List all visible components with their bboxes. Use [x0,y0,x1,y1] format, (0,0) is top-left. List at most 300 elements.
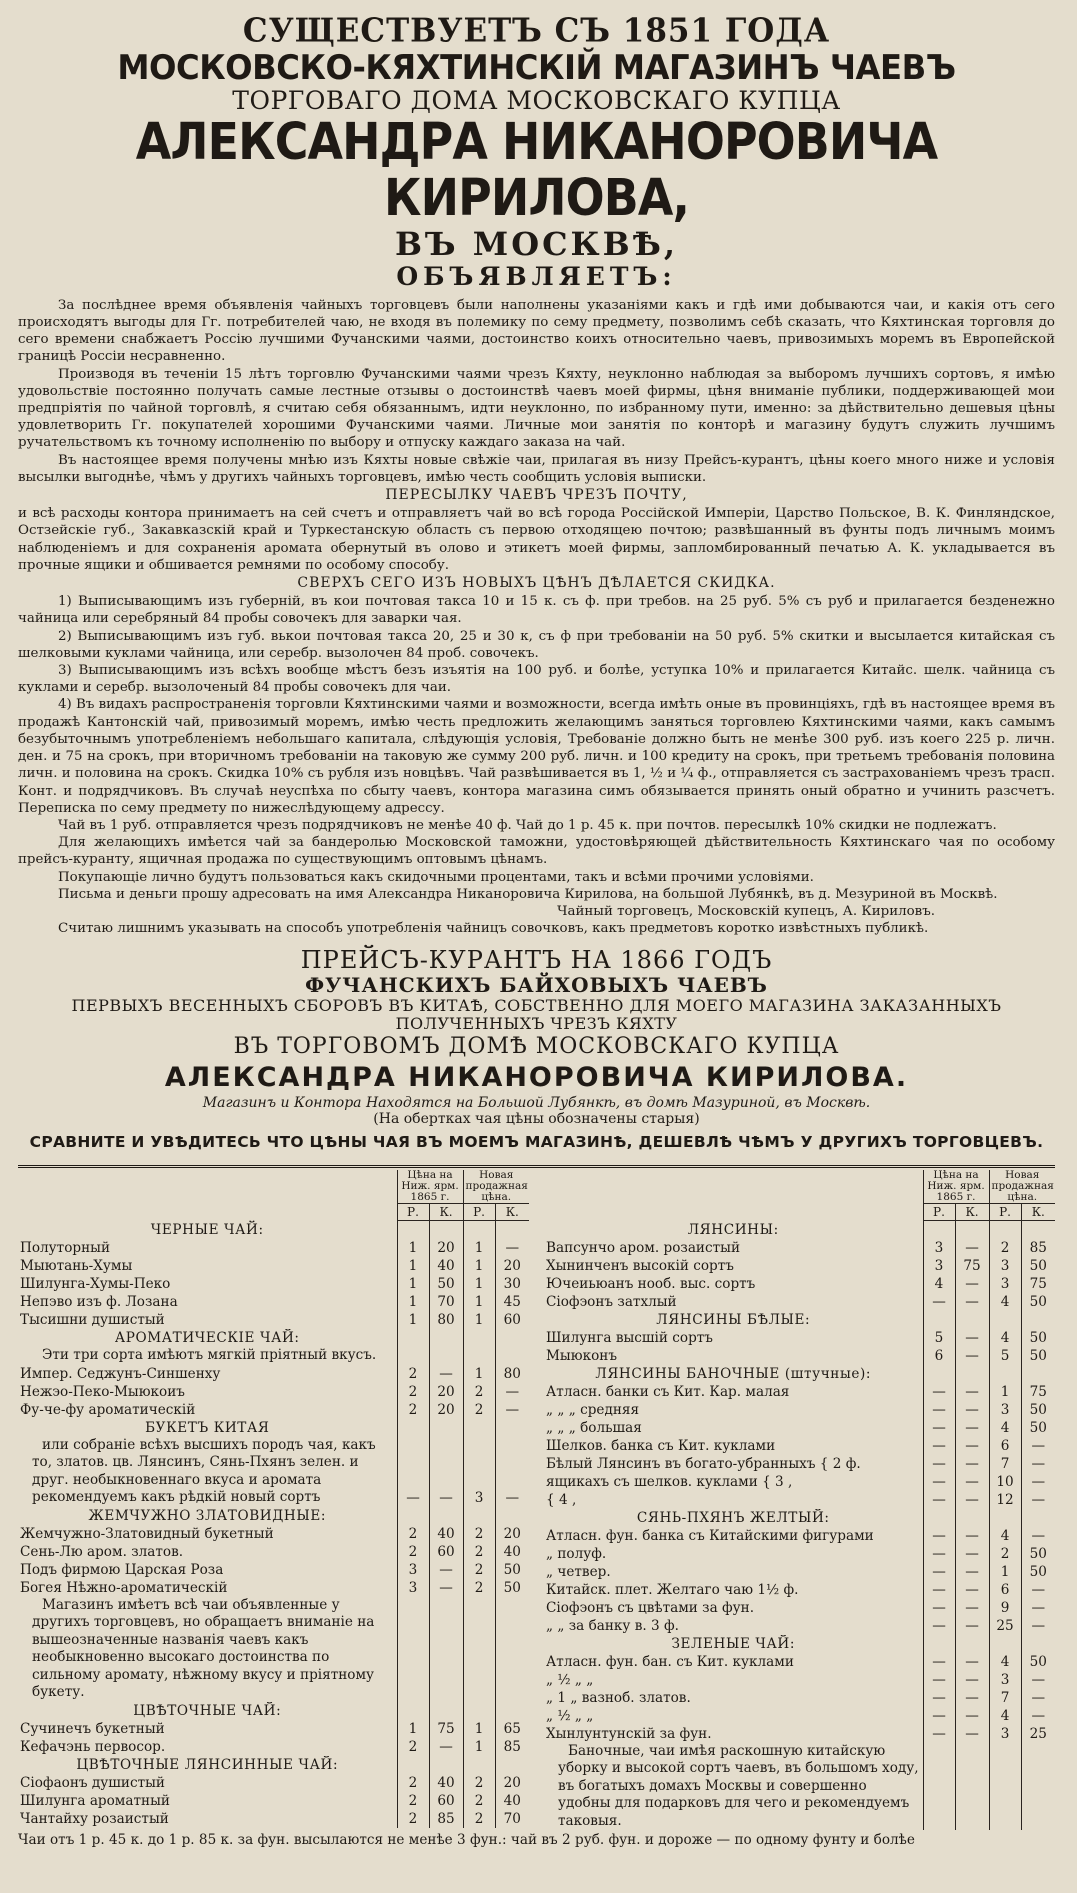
description-text: или собраніе всѣхъ высшихъ породъ чая, какъ то, златов. цв. Лянсинъ, Сянь-Пхянъ зелен. и друг. необыкновеннаго вкуса и аромата рекомендуемъ какъ рѣдкій новый сортъ [32,1436,376,1506]
new-rub-cell: 25 [989,1617,1021,1635]
old-rub-cell [397,1702,429,1720]
tea-name: Хынинченъ высокій сортъ [546,1257,734,1274]
announcement-subheading: ПЕРЕСЫЛКУ ЧАЕВЪ ЧРЕЗЪ ПОЧТУ, [385,487,688,504]
old-rub-cell: — [923,1293,955,1311]
tea-name: Полуторный [20,1239,111,1256]
old-kop-cell: — [955,1473,989,1491]
price-row [18,1792,529,1810]
price-row [544,1527,1055,1545]
old-rub-cell: 4 [923,1275,955,1293]
pricelist-note: (На обертках чая цѣны обозначены старыя) [373,1110,700,1127]
price-row [18,1543,529,1561]
section-row [18,1756,529,1774]
price-table-right [544,1170,1055,1831]
new-rub-cell: 2 [989,1545,1021,1563]
old-kop-cell [429,1419,463,1437]
tea-name: Вапсунчо аром. розаистый [546,1239,741,1256]
old-kop-cell: 40 [429,1257,463,1275]
new-kop-cell: — [495,1383,529,1401]
old-rub-cell: — [397,1437,429,1507]
old-kop-cell: 85 [429,1810,463,1828]
new-kop-cell: 80 [495,1365,529,1383]
new-rub-cell: 4 [989,1329,1021,1347]
old-rub-cell: — [923,1617,955,1635]
old-rub-cell: 2 [397,1792,429,1810]
tea-name: Атласн. банки съ Кит. Кар. малая [546,1383,790,1400]
price-row [18,1525,529,1543]
new-kop-cell: 20 [495,1525,529,1543]
old-kop-cell [955,1365,989,1383]
new-rub-cell [989,1743,1021,1831]
new-kop-cell: 50 [1021,1257,1055,1275]
tea-name: „ четвер. [546,1563,611,1580]
new-kop-cell [1021,1365,1055,1383]
new-rub-cell: 1 [463,1311,495,1329]
old-kop-cell: 20 [429,1239,463,1257]
announcement-paragraph: 4) Въ видахъ распространенія торговли Кяхтинскими чаями и возможности, всегда имѣть оные въ провинціяхъ, гдѣ въ настоящее время въ продажѣ Кантонскій чай, привозимый моремъ, имѣю честь предложить желающимъ заняться торговлею Кяхтинскими чаями, какъ самымъ безубыточнымъ употребленіемъ небольшаго капитала, слѣдующія условія, Требованіе должно быть не менѣе 300 руб. изъ коего 225 р. личн. ден. и 75 на срокъ, при вторичномъ требованіи на таковую же сумму 200 руб. личн. и 100 кредиту на срокъ, при третьемъ требованія половина личн. и половина на срокъ. Скидка 10% съ рубля изъ новцѣвъ. Чай развѣшивается въ 1, ½ и ¼ ф., отправляется съ застрахованіемъ чрезъ трасп. Конт. и подрядчиковъ. Въ случаѣ неуспѣха по сбыту чаевъ, контора магазина симъ обязывается принять оный обратно и учинить разсчетъ. Переписка по сему предмету по нижеслѣдующему адрессу. [18,697,1055,816]
new-kop-cell: 30 [495,1275,529,1293]
tea-name: Бѣлый Лянсинъ въ богато-убранныхъ { 2 ф. [546,1455,861,1472]
description-row [18,1437,529,1507]
old-kop-cell: — [429,1579,463,1597]
old-rub-cell [397,1419,429,1437]
old-kop-cell: — [955,1725,989,1743]
new-rub-cell [989,1509,1021,1527]
new-kop-cell: 50 [1021,1347,1055,1365]
tea-name: „ „ „ средняя [546,1401,640,1418]
old-rub-cell: 1 [397,1720,429,1738]
price-row [544,1725,1055,1743]
footer-note: Чаи отъ 1 р. 45 к. до 1 р. 85 к. за фун. высылаются не менѣе 3 фун.: чай въ 2 руб. фун. и дороже — по одному фунту и болѣе [18,1832,915,1849]
announcement-paragraph: Для желающихъ имѣется чай за бандеролью Московской таможни, удостовѣряющей дѣйствительность Кяхтинскаго чая по особому прейсъ-куранту, ящичная продажа по существующимъ оптовымъ цѣнамъ. [18,835,1055,868]
new-price-header: Новая продажная цѣна. [989,1170,1055,1204]
new-kop-cell [495,1220,529,1239]
old-rub-cell [397,1220,429,1239]
price-row [18,1383,529,1401]
old-kop-cell: — [955,1545,989,1563]
new-rub-cell: 3 [463,1437,495,1507]
new-rub-cell: 7 [989,1455,1021,1473]
price-row [544,1347,1055,1365]
old-kop-cell: 75 [955,1257,989,1275]
new-kop-cell: — [1021,1455,1055,1473]
old-rub-cell: 2 [397,1774,429,1792]
tea-name: { 4 , [546,1491,577,1508]
new-rub-cell: 2 [463,1525,495,1543]
tea-name: Тысишни душистый [20,1311,165,1328]
new-kop-cell [1021,1311,1055,1329]
old-kop-cell: 80 [429,1311,463,1329]
new-rub-cell: 5 [989,1347,1021,1365]
old-kop-cell: — [955,1383,989,1401]
old-rub-cell [923,1635,955,1653]
pricelist-address: Магазинъ и Контора Находятся на Большой Лубянкѣ, въ домѣ Мазуриной, въ Москвѣ. [202,1095,871,1112]
new-rub-cell: 2 [463,1774,495,1792]
pricelist-subtitle: ФУЧАНСКИХЪ БАЙХОВЫХЪ ЧАЕВЪ [305,973,768,998]
new-rub-cell: 1 [463,1738,495,1756]
new-kop-cell [495,1507,529,1525]
new-rub-cell: 1 [989,1563,1021,1581]
advertisement-header [18,14,1055,291]
new-rub-cell: 7 [989,1689,1021,1707]
new-kop-cell: 75 [1021,1275,1055,1293]
new-rub-cell [463,1597,495,1702]
new-rub-cell [463,1419,495,1437]
old-rub-cell: 2 [397,1383,429,1401]
section-row [544,1365,1055,1383]
price-row [544,1455,1055,1473]
new-rub-cell: 4 [989,1527,1021,1545]
old-rub-cell: — [923,1527,955,1545]
old-rub-cell: 1 [397,1293,429,1311]
new-kop-cell: — [1021,1437,1055,1455]
price-row [18,1257,529,1275]
new-rub-cell: 2 [463,1401,495,1419]
new-kop-cell [495,1347,529,1365]
tea-name: Мыюконъ [546,1347,617,1364]
new-kop-cell: 20 [495,1774,529,1792]
old-kop-cell: — [955,1419,989,1437]
announcement-paragraph: За послѣднее время объявленія чайныхъ торговцевъ были наполнены указаніями какъ и гдѣ ими добываются чаи, и какія отъ сего происходятъ выгоды для Гг. потребителей чаю, не входя въ полемику по сему предмету, позволимъ себѣ сказать, что Кяхтинская торговля до сего времени снабжаетъ Россію лучшими Фучанскими чаями, достоинство коихъ относительно чаевъ, привозимыхъ моремъ въ Европейской границѣ Россіи несравненно. [18,297,1055,365]
new-rub-cell: 4 [989,1419,1021,1437]
rub-label: Р. [989,1203,1021,1220]
section-row [18,1702,529,1720]
old-kop-cell: — [955,1563,989,1581]
new-rub-cell: 3 [989,1725,1021,1743]
rub-label: Р. [397,1203,429,1220]
old-kop-cell: — [429,1437,463,1507]
new-kop-cell: — [1021,1599,1055,1617]
signature-line: Чайный торговецъ, Московскій купецъ, А. Кириловъ. [557,903,935,919]
section-row [18,1329,529,1347]
new-kop-cell [495,1756,529,1774]
tea-name: „ „ „ большая [546,1419,642,1436]
since-1851-line: СУЩЕСТВУЕТЪ СЪ 1851 ГОДА [242,12,831,50]
old-kop-cell: 75 [429,1720,463,1738]
announcement-paragraph: 2) Выписывающимъ изъ губ. вькои почтовая такса 20, 25 и 30 к, съ ф при требованіи на 50 руб. 5% скитки и высылается китайская съ шелковыми куклами чайница, или серебр. вызолочен 84 проб. совочекъ. [18,628,1055,661]
price-columns [18,1170,1055,1831]
old-kop-cell: — [955,1239,989,1257]
new-rub-cell [463,1507,495,1525]
new-rub-cell: 1 [463,1257,495,1275]
description-row [544,1743,1055,1831]
pricelist-header [18,947,1055,1151]
old-kop-cell: — [955,1689,989,1707]
pricelist-line-4: ПОЛУЧЕННЫХЪ ЧРЕЗЪ КЯХТУ [395,1013,678,1033]
pricelist-compare: СРАВНИТЕ И УВѢДИТЕСЬ ЧТО ЦѢНЫ ЧАЯ ВЪ МОЕМЪ МАГАЗИНѢ, ДЕШЕВЛѢ ЧѢМЪ У ДРУГИХЪ ТОРГОВЦЕВЪ. [29,1132,1044,1151]
section-title: ЧЕРНЫЕ ЧАЙ: [150,1221,264,1238]
new-rub-cell: 12 [989,1491,1021,1509]
tea-name: Богея Нѣжно-ароматическій [20,1579,228,1596]
old-kop-cell [429,1597,463,1702]
old-kop-cell: — [429,1561,463,1579]
tea-name: „ 1 „ вазноб. златов. [546,1689,691,1706]
old-rub-cell [397,1756,429,1774]
old-rub-cell: 3 [923,1239,955,1257]
new-kop-cell [1021,1509,1055,1527]
new-kop-cell: — [495,1239,529,1257]
section-row [18,1220,529,1239]
new-kop-cell: — [1021,1689,1055,1707]
old-kop-cell: 70 [429,1293,463,1311]
new-rub-cell: 1 [463,1720,495,1738]
new-kop-cell [1021,1635,1055,1653]
new-rub-cell: 2 [989,1239,1021,1257]
tea-name: Китайск. плет. Желтаго чаю 1½ ф. [546,1581,799,1598]
rub-label: Р. [923,1203,955,1220]
new-rub-cell: 1 [463,1239,495,1257]
new-rub-cell: 1 [463,1275,495,1293]
price-row [18,1738,529,1756]
new-kop-cell: — [1021,1707,1055,1725]
price-row [18,1275,529,1293]
new-kop-cell: 50 [1021,1419,1055,1437]
old-rub-cell: — [923,1581,955,1599]
old-rub-cell: — [923,1545,955,1563]
old-kop-cell: 40 [429,1774,463,1792]
new-kop-cell: — [1021,1617,1055,1635]
tea-name: „ полуф. [546,1545,607,1562]
old-kop-cell: 60 [429,1792,463,1810]
new-kop-cell: 50 [1021,1401,1055,1419]
old-kop-cell: 50 [429,1275,463,1293]
price-row [18,1720,529,1738]
old-kop-cell [955,1743,989,1831]
new-rub-cell: 10 [989,1473,1021,1491]
new-rub-cell: 1 [463,1365,495,1383]
tea-name: Сіофаонъ душистый [20,1774,165,1791]
old-rub-cell: — [923,1473,955,1491]
old-price-header: Цѣна на Ниж. ярм. 1865 г. [923,1170,989,1204]
rub-label: Р. [463,1203,495,1220]
old-kop-cell: — [955,1455,989,1473]
tea-name: Фу-че-фу ароматическій [20,1401,196,1418]
new-rub-cell [463,1347,495,1365]
old-rub-cell [923,1365,955,1383]
price-row [544,1599,1055,1617]
old-kop-cell: 60 [429,1543,463,1561]
tea-name: Непэво изъ ф. Лозана [20,1293,178,1310]
new-rub-cell [989,1311,1021,1329]
price-table-left [18,1170,529,1828]
new-kop-cell [495,1597,529,1702]
new-rub-cell [463,1702,495,1720]
new-rub-cell [989,1365,1021,1383]
tea-name: Атласн. фун. бан. съ Кит. куклами [546,1653,794,1670]
price-row [544,1383,1055,1401]
new-kop-cell [495,1419,529,1437]
tea-name: Сіофэонъ затхлый [546,1293,677,1310]
announcement-subheading: СВЕРХЪ СЕГО ИЗЪ НОВЫХЪ ЦѢНЪ ДѢЛАЕТСЯ СКИДКА. [297,575,776,592]
price-row [18,1311,529,1329]
old-kop-cell [955,1509,989,1527]
tea-name: Шилунга-Хумы-Пеко [20,1275,171,1292]
new-rub-cell: 4 [989,1653,1021,1671]
old-kop-cell [429,1220,463,1239]
old-rub-cell: 5 [923,1329,955,1347]
new-rub-cell: 3 [989,1257,1021,1275]
old-rub-cell: — [923,1383,955,1401]
new-kop-cell: 65 [495,1720,529,1738]
new-kop-cell: — [1021,1581,1055,1599]
old-rub-cell: 2 [397,1365,429,1383]
announcement-paragraph: 1) Выписывающимъ изъ губерній, въ кои почтовая такса 10 и 15 к. съ ф. при требов. на 25 руб. 5% съ руб и прилагается безденежно чайница или серебряный 84 пробы совочекъ для заварки чая. [18,594,1055,627]
old-kop-cell: — [955,1437,989,1455]
pricelist-merchant: АЛЕКСАНДРА НИКАНОРОВИЧА КИРИЛОВА. [164,1062,909,1094]
new-kop-cell: — [495,1401,529,1419]
old-rub-cell: 2 [397,1543,429,1561]
old-kop-cell: 20 [429,1401,463,1419]
section-title: ЦВѢТОЧНЫЕ ЧАЙ: [133,1702,282,1719]
old-rub-cell: — [923,1707,955,1725]
announcement-paragraph: Считаю лишнимъ указывать на способъ употребленія чайницъ совочковъ, какъ предметовъ коротко извѣстныхъ публикѣ. [58,921,929,937]
old-rub-cell: — [923,1563,955,1581]
section-title: СЯНЬ-ПХЯНЪ ЖЕЛТЫЙ: [636,1509,830,1526]
pricelist-line-3: ПЕРВЫХЪ ВЕСЕННЫХЪ СБОРОВЪ ВЪ КИТАѢ, СОБСТВЕННО ДЛЯ МОЕГО МАГАЗИНА ЗАКАЗАННЫХЪ [71,995,1002,1015]
new-kop-cell: 40 [495,1543,529,1561]
trading-house-line: ТОРГОВАГО ДОМА МОСКОВСКАГО КУПЦА [232,85,841,115]
new-kop-cell: 85 [1021,1239,1055,1257]
new-rub-cell: 1 [463,1293,495,1311]
section-row [544,1635,1055,1653]
old-kop-cell: 40 [429,1525,463,1543]
new-rub-cell: 2 [463,1792,495,1810]
new-rub-cell: 6 [989,1437,1021,1455]
price-row [544,1275,1055,1293]
price-row [544,1689,1055,1707]
tea-name: „ „ за банку в. 3 ф. [546,1617,679,1634]
old-kop-cell [429,1702,463,1720]
old-rub-cell [923,1743,955,1831]
new-kop-cell: 60 [495,1311,529,1329]
old-kop-cell: — [429,1365,463,1383]
old-rub-cell: 2 [397,1810,429,1828]
tea-name: Ючеиьюанъ нооб. выс. сортъ [546,1275,756,1292]
new-kop-cell: — [1021,1473,1055,1491]
section-row [18,1419,529,1437]
old-rub-cell: 2 [397,1401,429,1419]
merchant-name: АЛЕКСАНДРА НИКАНОРОВИЧА КИРИЛОВА, [135,112,938,228]
new-kop-cell: 25 [1021,1725,1055,1743]
description-text: Магазинъ имѣетъ всѣ чаи объявленные у другихъ торговцевъ, но обращаетъ вниманіе на вышеозначенные названія чаевъ какъ необыкновенно высокаго достоинства по сильному аромату, нѣжному вкусу и пріятному букету. [32,1596,375,1701]
new-price-header: Новая продажная цѣна. [463,1170,529,1204]
old-rub-cell: — [923,1671,955,1689]
announces-line: ОБЪЯВЛЯЕТЪ: [396,261,677,291]
price-row [18,1810,529,1828]
old-rub-cell: 6 [923,1347,955,1365]
new-rub-cell: 2 [463,1543,495,1561]
announcement-paragraph: Въ настоящее время получены мнѣю изъ Кяхты новые свѣжіе чаи, прилагая въ низу Прейсъ-курантъ, цѣны коего много ниже и условія высылки выгоднѣе, чѣмъ у другихъ чайныхъ торговцевъ, имѣю честь сообщить условія выписки. [18,452,1055,485]
new-rub-cell: 2 [463,1383,495,1401]
old-rub-cell: 1 [397,1257,429,1275]
description-row [18,1347,529,1365]
price-row [544,1563,1055,1581]
tea-name: ящикахъ съ шелков. куклами { 3 , [546,1473,793,1490]
tea-name: Сень-Лю аром. златов. [20,1543,184,1560]
price-row [544,1437,1055,1455]
tea-name: „ ½ „ „ [546,1671,594,1688]
new-kop-cell: 70 [495,1810,529,1828]
new-rub-cell: 6 [989,1581,1021,1599]
old-kop-cell [955,1220,989,1239]
old-price-header: Цѣна на Ниж. ярм. 1865 г. [397,1170,463,1204]
new-rub-cell: 2 [463,1579,495,1597]
announcement-paragraph: и всѣ расходы контора принимаетъ на сей счетъ и отправляетъ чай во всѣ города Россійской Имперіи, Царство Польское, В. К. Финляндское, Остзейскіе губ., Закавказскій край и Туркестанскую область съ первою отходящею почтою; развѣшанный въ фунты подъ личнымъ моимъ наблюденіемъ и для сохраненія аромата обернутый въ олово и этикетъ моей фирмы, запломбированный печатью А. К. укладывается въ прочные ящики и обшивается ремнями по особому способу. [18,506,1055,573]
old-rub-cell [397,1329,429,1347]
divider-rule [18,1165,1055,1168]
old-rub-cell: — [923,1455,955,1473]
old-rub-cell [923,1509,955,1527]
new-rub-cell: 3 [989,1671,1021,1689]
old-kop-cell [429,1507,463,1525]
new-rub-cell: 2 [463,1561,495,1579]
old-kop-cell: — [955,1347,989,1365]
price-row [18,1239,529,1257]
old-kop-cell: — [955,1653,989,1671]
section-row [544,1220,1055,1239]
table-subheader-row [544,1203,1055,1220]
new-rub-cell: 1 [989,1383,1021,1401]
price-row [544,1293,1055,1311]
old-kop-cell: — [955,1293,989,1311]
section-row [18,1507,529,1525]
old-rub-cell [923,1220,955,1239]
announcement-paragraph: Покупающіе лично будутъ пользоваться какъ скидочными процентами, такъ и всѣми прочими условіями. [58,869,814,885]
announcement-paragraph: 3) Выписывающимъ изъ всѣхъ вообще мѣстъ безъ изъятія на 100 руб. и болѣе, уступка 10% и прилагается Китайс. шелк. чайница съ куклами и серебр. вызолоченый 84 пробы совочекъ для чаи. [18,663,1055,696]
description-row [18,1597,529,1702]
price-row [18,1561,529,1579]
new-kop-cell: 50 [1021,1563,1055,1581]
section-title: ЛЯНСИНЫ БАНОЧНЫЕ (штучные): [595,1365,872,1382]
announcement-paragraph: Письма и деньги прошу адресовать на имя Александра Никаноровича Кирилова, на большой Лубянкѣ, въ д. Мезуриной въ Москвѣ. [58,886,998,902]
old-kop-cell: — [955,1527,989,1545]
tea-name: Чантайху розаистый [20,1810,169,1827]
shop-name: МОСКОВСКО-КЯХТИНСКІЙ МАГАЗИНЪ ЧАЕВЪ [117,47,956,88]
old-kop-cell: — [955,1329,989,1347]
old-rub-cell [397,1507,429,1525]
tea-name: Мыютань-Хумы [20,1257,133,1274]
new-kop-cell: 50 [1021,1653,1055,1671]
price-row [544,1581,1055,1599]
section-row [544,1509,1055,1527]
new-kop-cell: 50 [495,1561,529,1579]
old-rub-cell: 2 [397,1525,429,1543]
new-rub-cell: 3 [989,1401,1021,1419]
new-kop-cell [1021,1220,1055,1239]
new-rub-cell: 4 [989,1293,1021,1311]
new-kop-cell: 50 [1021,1293,1055,1311]
kop-label: К. [495,1203,529,1220]
new-kop-cell: — [1021,1671,1055,1689]
price-row [18,1579,529,1597]
old-kop-cell: 20 [429,1383,463,1401]
new-rub-cell [989,1635,1021,1653]
new-kop-cell: 20 [495,1257,529,1275]
old-kop-cell: — [429,1738,463,1756]
price-column-left [18,1170,529,1831]
new-kop-cell: 50 [1021,1329,1055,1347]
price-row [544,1401,1055,1419]
new-kop-cell: 50 [1021,1545,1055,1563]
tea-name: Подъ фирмою Царская Роза [20,1561,224,1578]
price-row [18,1401,529,1419]
table-subheader-row [18,1203,529,1220]
old-rub-cell: — [923,1653,955,1671]
city-line: ВЪ МОСКВѢ, [394,224,679,263]
new-kop-cell: 85 [495,1738,529,1756]
old-rub-cell: — [923,1491,955,1509]
announcement-paragraph: Чай въ 1 руб. отправляется чрезъ подрядчиковъ не менѣе 40 ф. Чай до 1 р. 45 к. при почтов. пересылкѣ 10% скидки не подлежатъ. [58,817,997,833]
